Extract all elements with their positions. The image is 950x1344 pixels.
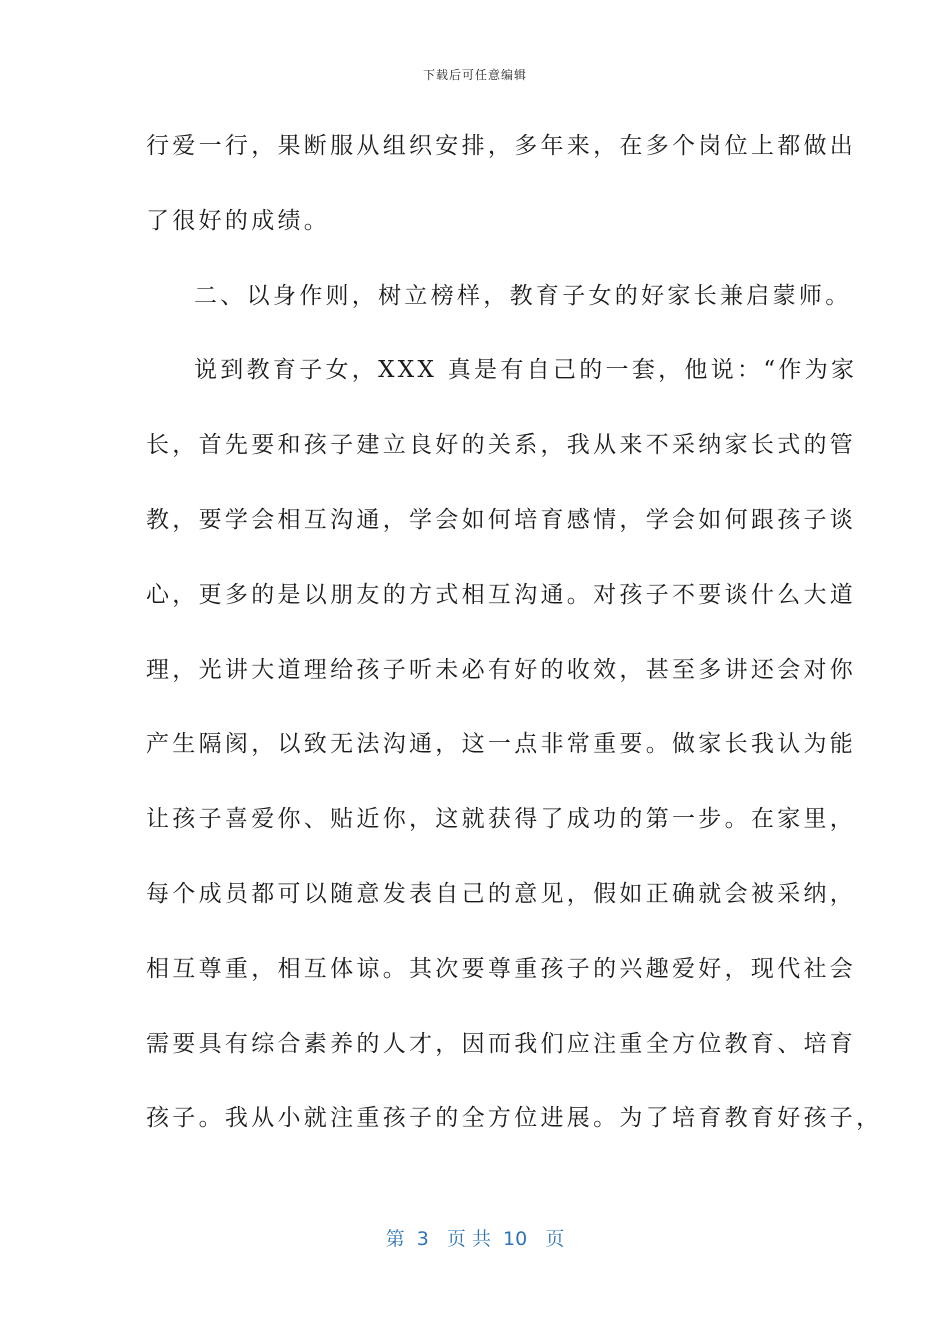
section-heading: 二、以身作则，树立榜样，教育子女的好家长兼启蒙师。	[194, 282, 852, 309]
body-line: 长，首先要和孩子建立良好的关系，我从来不采纳家长式的管	[146, 432, 857, 459]
page-number-footer: 第 3 页 共 10 页	[385, 1228, 565, 1250]
body-line: 行爱一行，果断服从组织安排，多年来，在多个岗位上都做出	[146, 133, 857, 159]
body-line: 需要具有综合素养的人才，因而我们应注重全方位教育、培育	[146, 1030, 857, 1057]
document-body	[146, 118, 883, 1165]
body-line: 理，光讲大道理给孩子听未必有好的收效，甚至多讲还会对你	[146, 656, 857, 683]
body-line: 教，要学会相互沟通，学会如何培育感情，学会如何跟孩子谈	[146, 506, 857, 533]
body-line: 孩子。我从小就注重孩子的全方位进展。为了培育教育好孩子，	[146, 1105, 883, 1132]
body-line: 产生隔阂，以致无法沟通，这一点非常重要。做家长我认为能	[146, 731, 857, 758]
body-line: 让孩子喜爱你、贴近你，这就获得了成功的第一步。在家里，	[146, 806, 857, 833]
body-line: 心，更多的是以朋友的方式相互沟通。对孩子不要谈什么大道	[146, 581, 857, 608]
body-line: 说到教育子女，XXX 真是有自己的一套，他说：“作为家	[194, 357, 858, 384]
page-header: 下载后可任意编辑	[422, 68, 527, 82]
body-line: 每个成员都可以随意发表自己的意见，假如正确就会被采纳，	[146, 880, 857, 907]
body-line: 了很好的成绩。	[146, 207, 331, 234]
body-line: 相互尊重，相互体谅。其次要尊重孩子的兴趣爱好，现代社会	[146, 955, 857, 982]
